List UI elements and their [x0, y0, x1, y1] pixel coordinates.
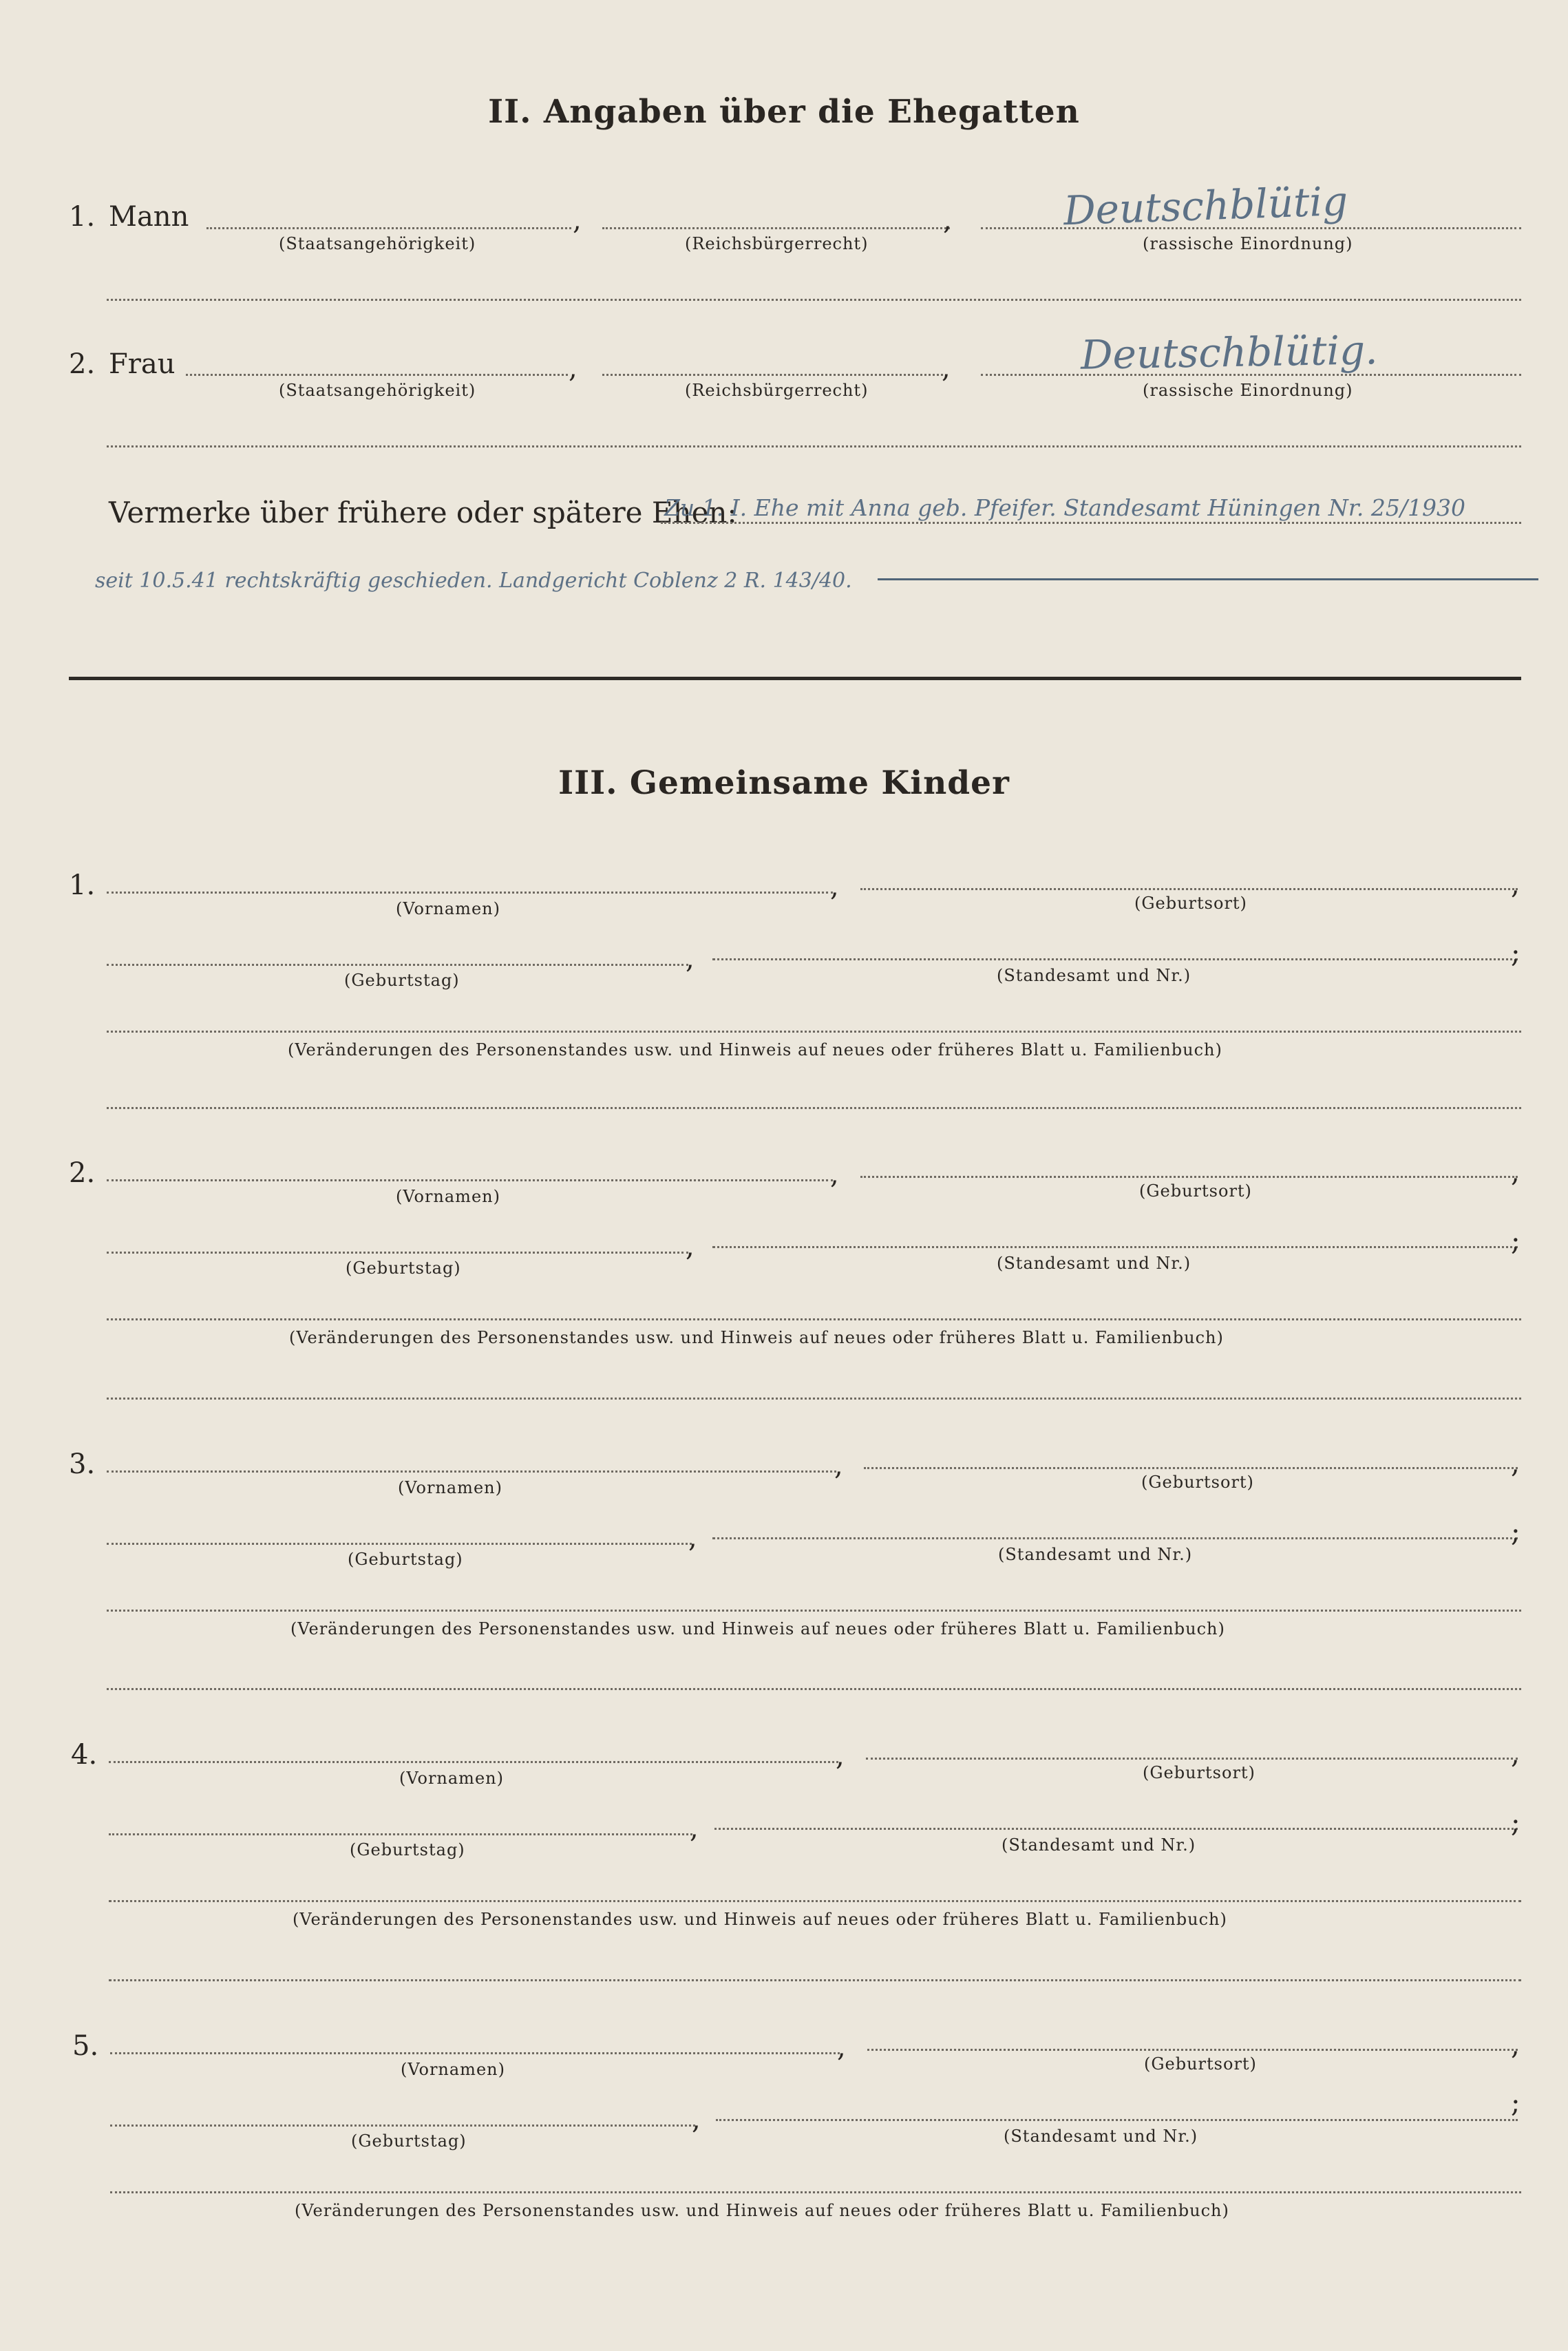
wife-racial-handwriting: Deutschblütig.: [1080, 326, 1379, 379]
wife-label: Frau: [109, 348, 176, 380]
caption-racial: (rassische Einordnung): [1143, 234, 1353, 253]
caption-citizenship: (Reichsbürgerrecht): [685, 234, 869, 253]
section-title-spouses: II. Angaben über die Ehegatten: [488, 93, 1080, 131]
caption-changes: (Veränderungen des Personenstandes usw. und Hinweis auf neues oder früheres Blatt u. Familienbuch): [290, 1619, 1225, 1638]
child-birthplace-field[interactable]: [866, 1758, 1518, 1760]
wife-number: 2.: [69, 348, 96, 380]
comma: ,: [569, 352, 578, 384]
caption-changes: (Veränderungen des Personenstandes usw. und Hinweis auf neues oder früheres Blatt u. Familienbuch): [289, 1328, 1224, 1347]
child-number: 3.: [69, 1448, 96, 1480]
caption-birthplace: (Geburtsort): [1134, 894, 1247, 913]
comma: ,: [837, 2032, 846, 2063]
child-number: 2.: [69, 1157, 96, 1189]
child-changes-extra-line[interactable]: [109, 1979, 1521, 1981]
caption-first-names: (Vornamen): [398, 1478, 502, 1497]
caption-first-names: (Vornamen): [396, 899, 500, 918]
caption-changes: (Veränderungen des Personenstandes usw. und Hinweis auf neues oder früheres Blatt u. Familienbuch): [293, 1910, 1227, 1929]
caption-registry: (Standesamt und Nr.): [1002, 1835, 1196, 1855]
child-number: 4.: [71, 1739, 98, 1771]
child-first-names-field[interactable]: [109, 1761, 838, 1763]
handwritten-strike-line: [878, 578, 1538, 580]
child-birthday-field[interactable]: [107, 964, 688, 966]
caption-birthplace: (Geburtsort): [1141, 1473, 1254, 1492]
child-birthplace-field[interactable]: [860, 1176, 1518, 1178]
child-first-names-field[interactable]: [107, 1179, 833, 1181]
husband-label: Mann: [109, 201, 189, 233]
comma: ,: [1511, 1157, 1520, 1188]
husband-extra-line[interactable]: [107, 299, 1521, 301]
child-birthday-field[interactable]: [107, 1543, 692, 1545]
comma: ,: [1511, 2030, 1520, 2061]
comma: ,: [1511, 869, 1520, 900]
child-birthplace-field[interactable]: [860, 888, 1518, 890]
child-birthday-field[interactable]: [110, 2125, 695, 2127]
caption-registry: (Standesamt und Nr.): [997, 966, 1191, 985]
husband-citizenship-field[interactable]: [602, 227, 950, 229]
section-divider: [69, 677, 1521, 680]
child-registry-field[interactable]: [712, 1246, 1518, 1248]
comma: ,: [573, 204, 582, 236]
remarks-field-1[interactable]: [661, 522, 1521, 524]
comma: ,: [692, 2104, 701, 2136]
caption-birthplace: (Geburtsort): [1144, 2054, 1257, 2074]
child-changes-field[interactable]: [107, 1318, 1521, 1320]
comma: ,: [830, 1159, 839, 1190]
child-registry-field[interactable]: [716, 2119, 1518, 2121]
comma: ,: [1511, 1738, 1520, 1770]
child-birthday-field[interactable]: [107, 1252, 688, 1254]
husband-racial-handwriting: Deutschblütig: [1062, 177, 1349, 235]
caption-registry: (Standesamt und Nr.): [1004, 2127, 1198, 2146]
comma: ,: [836, 1740, 845, 1772]
child-number: 1.: [69, 869, 96, 901]
caption-nationality: (Staatsangehörigkeit): [279, 381, 476, 400]
caption-birthday: (Geburtstag): [346, 1258, 461, 1278]
comma: ,: [942, 352, 951, 384]
child-changes-extra-line[interactable]: [107, 1688, 1521, 1690]
comma: ,: [690, 1813, 699, 1844]
caption-birthplace: (Geburtsort): [1143, 1763, 1256, 1782]
caption-registry: (Standesamt und Nr.): [998, 1545, 1193, 1564]
husband-nationality-field[interactable]: [206, 227, 571, 229]
caption-birthday: (Geburtstag): [351, 2131, 467, 2151]
child-registry-field[interactable]: [714, 1828, 1518, 1830]
child-first-names-field[interactable]: [110, 2052, 840, 2054]
remarks-handwriting-1: Zu 1. I. Ehe mit Anna geb. Pfeifer. Standesamt Hüningen Nr. 25/1930: [664, 494, 1465, 521]
child-changes-field[interactable]: [107, 1610, 1521, 1612]
child-changes-field[interactable]: [107, 1031, 1521, 1033]
caption-nationality: (Staatsangehörigkeit): [279, 234, 476, 253]
child-birthplace-field[interactable]: [867, 2049, 1518, 2051]
comma: ,: [943, 204, 952, 236]
comma: ,: [688, 1522, 697, 1554]
comma: ,: [1511, 1448, 1520, 1479]
caption-birthday: (Geburtstag): [348, 1550, 463, 1569]
wife-citizenship-field[interactable]: [602, 374, 943, 376]
caption-changes: (Veränderungen des Personenstandes usw. und Hinweis auf neues oder früheres Blatt u. Familienbuch): [295, 2201, 1229, 2220]
caption-racial: (rassische Einordnung): [1143, 381, 1353, 400]
remarks-label: Vermerke über frühere oder spätere Ehen:: [109, 496, 737, 529]
caption-first-names: (Vornamen): [396, 1187, 500, 1206]
caption-changes: (Veränderungen des Personenstandes usw. und Hinweis auf neues oder früheres Blatt u. Familienbuch): [288, 1040, 1222, 1059]
child-changes-extra-line[interactable]: [107, 1398, 1521, 1400]
caption-birthday: (Geburtstag): [344, 971, 460, 990]
wife-nationality-field[interactable]: [186, 374, 568, 376]
comma: ,: [830, 871, 839, 903]
child-changes-field[interactable]: [110, 2191, 1521, 2193]
caption-birthplace: (Geburtsort): [1139, 1181, 1252, 1201]
child-registry-field[interactable]: [712, 1537, 1518, 1539]
caption-birthday: (Geburtstag): [350, 1840, 465, 1859]
section-title-children: III. Gemeinsame Kinder: [558, 764, 1010, 802]
remarks-handwriting-2: seit 10.5.41 rechtskräftig geschieden. Landgericht Coblenz 2 R. 143/40.: [95, 569, 852, 593]
caption-first-names: (Vornamen): [401, 2060, 505, 2079]
caption-citizenship: (Reichsbürgerrecht): [685, 381, 869, 400]
child-number: 5.: [72, 2030, 99, 2062]
semicolon: ;: [1511, 1807, 1521, 1839]
semicolon: ;: [1511, 1225, 1521, 1257]
child-birthplace-field[interactable]: [864, 1467, 1518, 1469]
comma: ,: [686, 1231, 695, 1263]
semicolon: ;: [1511, 2087, 1521, 2119]
caption-registry: (Standesamt und Nr.): [997, 1254, 1191, 1273]
semicolon: ;: [1511, 938, 1521, 969]
comma: ,: [686, 943, 695, 975]
child-first-names-field[interactable]: [107, 1470, 836, 1473]
comma: ,: [834, 1450, 843, 1482]
child-changes-extra-line[interactable]: [107, 1107, 1521, 1109]
husband-number: 1.: [69, 201, 96, 233]
child-registry-field[interactable]: [712, 958, 1518, 960]
caption-first-names: (Vornamen): [399, 1769, 504, 1788]
child-first-names-field[interactable]: [107, 892, 833, 894]
child-changes-field[interactable]: [109, 1900, 1521, 1902]
wife-extra-line[interactable]: [107, 445, 1521, 447]
child-birthday-field[interactable]: [109, 1833, 692, 1835]
semicolon: ;: [1511, 1517, 1521, 1548]
